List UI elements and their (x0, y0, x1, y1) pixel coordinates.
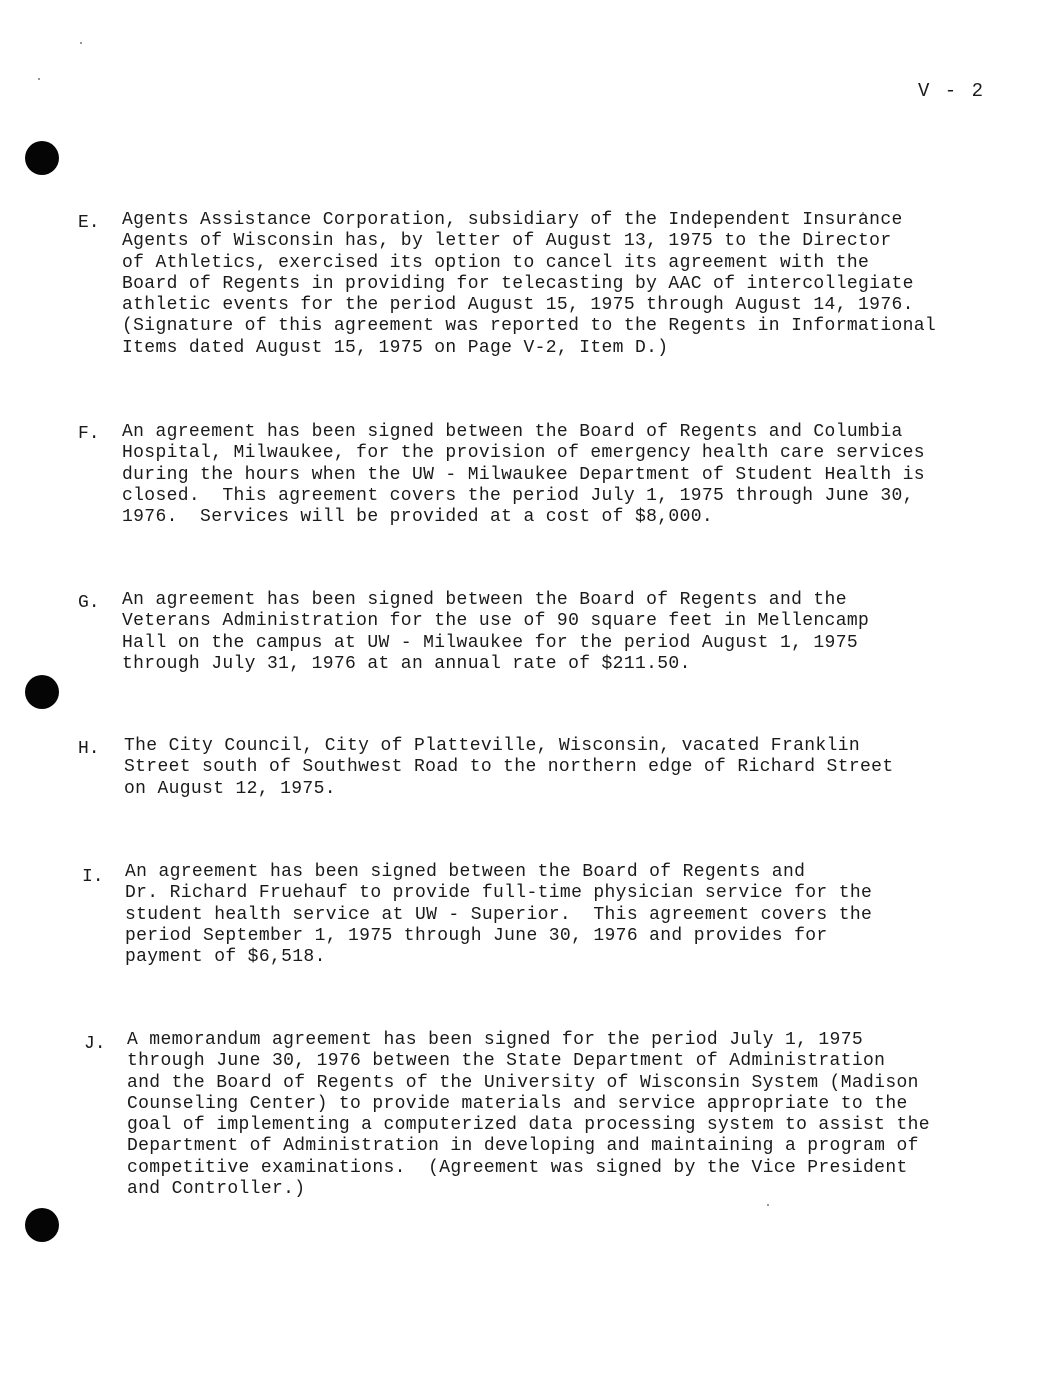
text-line: competitive examinations. (Agreement was signed by the Vice President (127, 1157, 908, 1178)
text-line: The City Council, City of Platteville, Wisconsin, vacated Franklin (124, 736, 861, 756)
scan-speck (80, 42, 82, 44)
item-text (127, 1030, 977, 1200)
text-line: payment of $6,518. (125, 947, 326, 968)
text-line: Counseling Center) to provide materials and service appropriate to the (127, 1093, 908, 1114)
text-line: closed. This agreement covers the period July 1, 1975 through June 30, (122, 485, 914, 506)
text-line: Street south of Southwest Road to the northern edge of Richard Street (124, 757, 894, 778)
text-line: and Controller.) (127, 1179, 306, 1200)
item-text (122, 590, 972, 675)
page-number: V - 2 (918, 80, 986, 102)
item-text (122, 210, 972, 359)
item-letter: E. (78, 213, 100, 233)
binder-hole-bottom (25, 1208, 59, 1242)
item-text (122, 422, 972, 528)
text-line: on August 12, 1975. (124, 778, 336, 799)
binder-hole-top (25, 141, 59, 175)
text-line: Agents Assistance Corporation, subsidiary of the Independent Insurance (122, 210, 903, 230)
text-line: Department of Administration in developing and maintaining a program of (127, 1136, 919, 1157)
item-letter: G. (78, 593, 100, 613)
item-letter: I. (82, 867, 104, 887)
scan-speck (38, 78, 40, 80)
text-line: An agreement has been signed between the Board of Regents and Columbia (122, 422, 903, 442)
text-line: Hall on the campus at UW - Milwaukee for the period August 1, 1975 (122, 632, 859, 653)
text-line: A memorandum agreement has been signed for the period July 1, 1975 (127, 1030, 864, 1050)
text-line: Dr. Richard Fruehauf to provide full-time physician service for the (125, 883, 873, 904)
text-line: of Athletics, exercised its option to cancel its agreement with the (122, 252, 870, 273)
scan-speck (767, 1204, 769, 1206)
text-line: goal of implementing a computerized data processing system to assist the (127, 1115, 930, 1136)
text-line: Veterans Administration for the use of 90 square feet in Mellencamp (122, 611, 870, 632)
text-line: Items dated August 15, 1975 on Page V-2, Item D.) (122, 337, 669, 358)
item-text (124, 736, 974, 800)
item-letter: J. (84, 1034, 106, 1054)
text-line: Agents of Wisconsin has, by letter of August 13, 1975 to the Director (122, 231, 892, 252)
text-line: (Signature of this agreement was reported to the Regents in Informational (122, 316, 937, 337)
text-line: and the Board of Regents of the University of Wisconsin System (Madison (127, 1072, 919, 1093)
binder-hole-middle (25, 675, 59, 709)
item-text (125, 862, 975, 968)
text-line: An agreement has been signed between the Board of Regents and (125, 862, 806, 882)
text-line: through July 31, 1976 at an annual rate of $211.50. (122, 653, 691, 674)
text-line: Hospital, Milwaukee, for the provision of emergency health care services (122, 443, 925, 464)
text-line: An agreement has been signed between the Board of Regents and the (122, 590, 847, 610)
text-line: Board of Regents in providing for telecasting by AAC of intercollegiate (122, 273, 914, 294)
text-line: period September 1, 1975 through June 30, 1976 and provides for (125, 925, 828, 946)
text-line: athletic events for the period August 15, 1975 through August 14, 1976. (122, 295, 914, 316)
text-line: during the hours when the UW - Milwaukee Department of Student Health is (122, 464, 925, 485)
item-letter: H. (78, 739, 100, 759)
text-line: 1976. Services will be provided at a cost of $8,000. (122, 507, 714, 528)
text-line: student health service at UW - Superior. This agreement covers the (125, 904, 873, 925)
item-letter: F. (78, 424, 100, 444)
text-line: through June 30, 1976 between the State Department of Administration (127, 1051, 886, 1072)
